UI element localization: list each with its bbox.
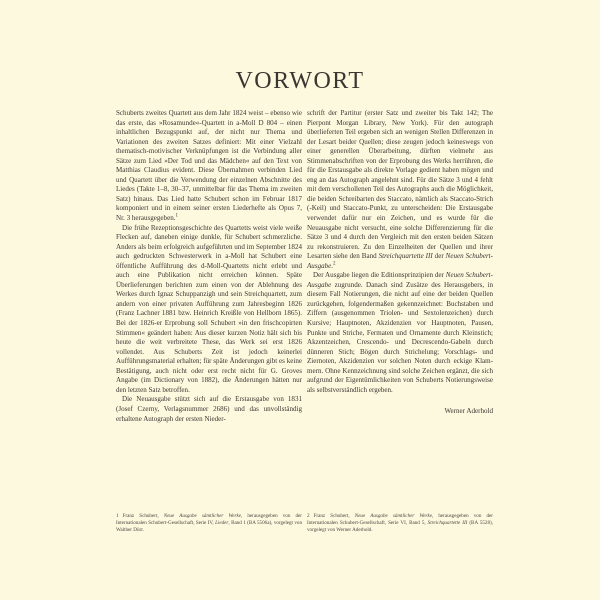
paragraph-5 — [307, 271, 493, 395]
footnote-text: , herausgegeben von der Internationalen Schubert-Gesellschaft, Serie VI, Band 5, — [307, 513, 493, 526]
paragraph-text: schrift der Partitur (erster Satz und zweiter bis Takt 142; The Pierpont Morgan Library, New York). Für den autograph überlieferten Teil ergeben sich an wenigen Stellen Differenzen in der Lesart beider Quellen; diese zeugen jedoch keineswegs von einer generellen Überarbeitung, dürften vielmehr aus Stimmenabschriften von der Erprobung des Werks herrühren, die für die Erstausgabe als direkte Vorlage gedient haben mögen und eng an das Autograph angelehnt sind. Für die Sätze 3 und 4 fehlt mit dem verschollenen Teil des Autographs auch die Möglichkeit, die beiden Schreibarten des Staccato, nämlich als Staccato-Strich (-Keil) und Staccato-Punkt, zu unterscheiden: Die Erstausgabe verwendet dafür nur ein Zeichen, und es wurde für die Neuausgabe nicht versucht, eine solche Differenzierung für die Sätze 3 und 4 durch den Vergleich mit den ersten beiden Sätzen zu rekonstruieren. Zu den Einzelheiten der Quellen und ihrer Lesarten siehe den Band — [307, 109, 493, 261]
footnote-italic: Neue Ausgabe sämtlicher Werke — [354, 513, 432, 519]
edition-title: Neuen Schubert-Ausgabe — [307, 252, 493, 270]
footnote-ref-1[interactable]: 1 — [175, 213, 178, 219]
paragraph-1 — [116, 109, 302, 224]
footnote-italic: Lieder — [215, 519, 229, 526]
work-title: Streichquartette III — [378, 252, 433, 261]
footnote-ref-2[interactable]: 2 — [333, 261, 336, 267]
footnote-text: Franz Schubert, — [122, 513, 164, 519]
paragraph-text: Schuberts zweites Quartett aus dem Jahr 1824 weist – ebenso wie das erste, das »Rosamunde«-Quartett in a-Moll D 804 – einen inhaltlichen Bezugspunkt auf, der nicht nur Thema und Variationen des zweiten Satzes definiert: Mit einer Vielzahl thematisch-motivischer Verknüpfungen ist die Verbindung aller Sätze zum Lied »Der Tod und das Mädchen« auf den Text von Matthias Claudius evident. Diese Übernahmen verbinden Lied und Quartett über die Verwendung der einzelnen Abschnitte des Liedes (Takte 1–8, 30–37, unmittelbar für das Thema im zweiten Satz) hinaus. Das Lied hatte Schubert schon im Februar 1817 komponiert und in einem seiner ersten Liederhefte als Opus 7, Nr. 3 herausgegeben. — [116, 109, 302, 223]
footnote-italic: Neue Ausgabe sämtlicher Werke — [163, 513, 241, 519]
left-column — [116, 109, 302, 424]
footnote-italic: Streichquartette III — [427, 519, 468, 526]
footnote-text: (BA 5528), vorgelegt von Werner Aderhold. — [307, 519, 493, 533]
footnote-number: 2 — [307, 513, 310, 519]
paragraph-text: . — [331, 261, 334, 270]
author-signature: Werner Aderhold — [444, 407, 493, 416]
footnote-text: , herausgegeben von der Internationalen Schubert-Gesellschaft, Serie IV, — [116, 513, 302, 526]
paragraph-4 — [307, 109, 493, 271]
paragraph-text: zugrunde. Danach sind Zusätze des Herausgebers, in diesem Fall Notierungen, die nicht auf eine der beiden Quellen zurückgehen, folgendermaßen gekennzeichnet: Buchstaben und Ziffern (ausgenommen Triolen- und Sextolenzeichen) durch Kursive; Hauptnoten, Akzidenzien vor Hauptnoten, Pausen, Punkte und Striche, Fermaten und Ornamente durch Kleinstich; Akzentzeichen, Crescendo- und Decrescendo-Gabeln durch dünneren Stich; Bögen durch Strichelung; Vorschlags- und Ziernoten, Akzidenzien vor solchen Noten durch eckige Klammern. Ohne Kennzeichnung sind solche Zeichen ergänzt, die sich aufgrund der Eigentümlichkeiten von Schuberts Notierungsweise als selbstverständlich ergeben. — [307, 280, 493, 394]
footnote-text: Franz Schubert, — [313, 513, 355, 519]
paragraph-text: der — [432, 252, 446, 261]
edition-title: Neuen Schubert-Ausgabe — [307, 271, 493, 289]
right-column — [307, 109, 493, 417]
page-title: VORWORT — [235, 68, 365, 95]
footnote-text: , Band 1 (BA 5506a), vorgelegt von Walther Dürr. — [116, 519, 302, 533]
footnote-number: 1 — [116, 513, 119, 519]
paragraph-2: Die frühe Rezeptionsgeschichte des Quartetts weist viele weiße Flecken auf, daneben einige dunkle, für Schubert schmerzliche. Anders als beim erfolgreich aufgeführten und im September 1824 auch gedruckten Schwesterwerk in a-Moll hat Schubert eine öffentliche Aufführung des d-Moll-Quartetts nicht erlebt und auch eine Publikation nicht erreichen können. Späte Überlieferungen berichten zum einen von der Ablehnung des Werkes durch Ignaz Schuppanzigh und sein Streichquartett, zum andern von einer privaten Aufführung zum Jahresbeginn 1826 (Franz Lachner 1881 bzw. Heinrich Kreißle von Hellborn 1865). Bei der 1826-er Erprobung soll Schubert »in den frischcopirten Stimmen« geändert haben: Aus dieser kurzen Notiz hält sich bis heute die weit verbreitete These, das Werk sei erst 1826 vollendet. Aus Schuberts Zeit ist jedoch keinerlei Aufführungsmaterial erhalten; für späte Änderungen gibt es keine Bestätigung, auch nicht oder erst recht nicht für G. Groves Angabe (im Dictionary von 1882), die Änderungen hätten nur den letzten Satz betroffen. — [116, 223, 302, 394]
paragraph-3: Die Neuausgabe stützt sich auf die Erstausgabe von 1831 (Josef Czerny, Verlagsnummer 2686) und das unvollständig erhaltene Autograph der ersten Nieder- — [116, 395, 302, 423]
footnote-1 — [116, 513, 302, 533]
footnote-2 — [307, 513, 493, 533]
paragraph-text: Der Ausgabe liegen die Editionsprinzipien der — [313, 271, 446, 280]
